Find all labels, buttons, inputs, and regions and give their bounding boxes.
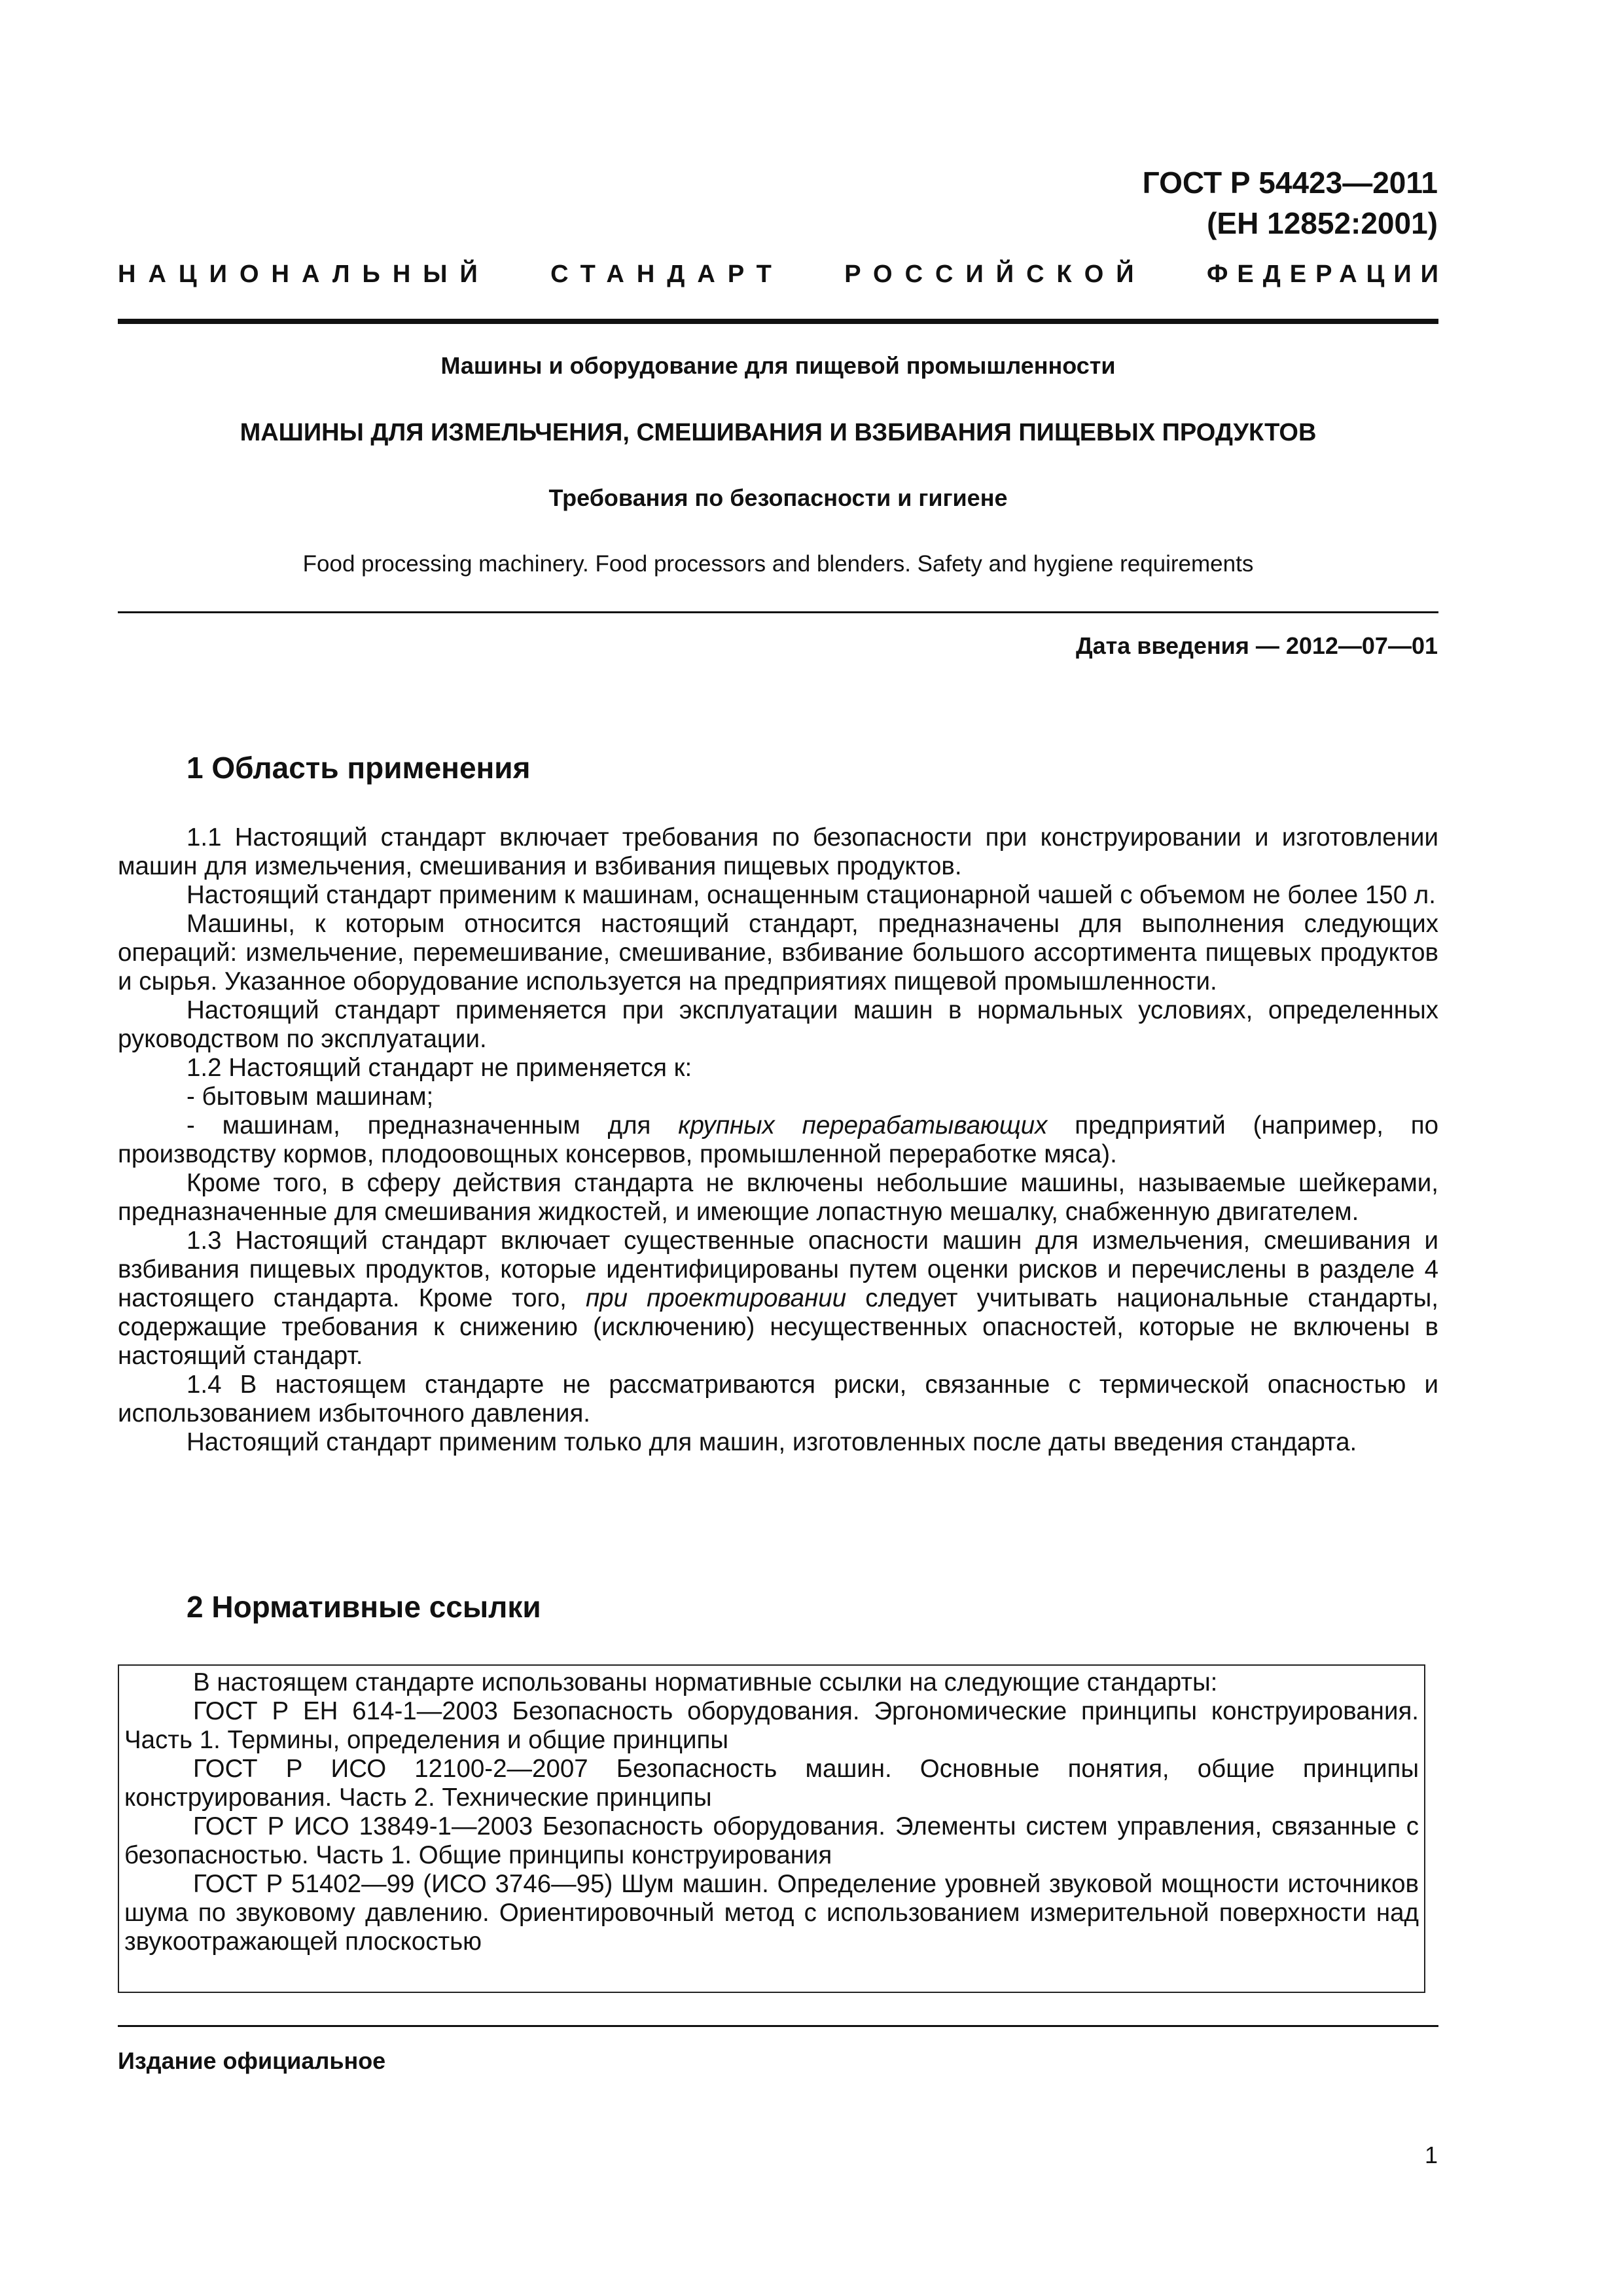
reference-item: ГОСТ Р ИСО 13849-1—2003 Безопасность оборудования. Элементы систем управления, связанные с безопасностью. Часть 1. Общие принципы конструирования — [124, 1812, 1419, 1869]
national-title-word: РОССИЙСКОЙ — [844, 260, 1147, 288]
paragraph — [118, 1227, 1438, 1371]
subtitle: Требования по безопасности и гигиене — [548, 484, 1008, 511]
national-title-word: СТАНДАРТ — [550, 260, 784, 288]
title-rule — [118, 611, 1438, 613]
section-1-heading: 1 Область применения — [187, 751, 531, 785]
standard-designation-block — [1143, 162, 1438, 243]
italic-text: крупных перерабатывающих — [678, 1111, 1048, 1139]
list-item: - бытовым машинам; — [187, 1083, 434, 1111]
page-number: 1 — [1424, 2142, 1438, 2168]
normative-references-box — [118, 1664, 1425, 1993]
text-run: следует учитывать национальные стандарты, содержащие требования к снижению (исключению) несущественных опасностей, которые не включены в настоящий стандарт. — [118, 1284, 1438, 1370]
standard-designation: ГОСТ Р 54423—2011 — [1142, 166, 1438, 200]
references-body — [124, 1666, 1419, 1956]
text-run: 1.3 Настоящий стандарт включает существенные опасности машин для измельчения, смешивания и взбивания пищевых продуктов, которые идентифицированы путем оценки рисков и перечислены в разделе 4 настоящего стандарта. Кроме того, — [118, 1227, 1438, 1312]
header-rule — [118, 319, 1438, 324]
english-title: Food processing machinery. Food processors and blenders. Safety and hygiene requirements — [302, 551, 1254, 577]
section-1-body — [118, 823, 1438, 1457]
paragraph: Настоящий стандарт применим к машинам, оснащенным стационарной чашей с объемом не более 150 л. — [187, 881, 1436, 909]
paragraph: 1.2 Настоящий стандарт не применяется к: — [187, 1054, 692, 1082]
introduction-date: Дата введения — 2012—07—01 — [1075, 632, 1438, 659]
text-run: - машинам, предназначенным для — [187, 1111, 679, 1139]
reference-item: ГОСТ Р 51402—99 (ИСО 3746—95) Шум машин. Определение уровней звуковой мощности источников шума по звуковому давлению. Ориентировочный метод с использованием измерительной поверхности над звукоотражающей плоскостью — [124, 1870, 1419, 1956]
text-run: предприятий (например, по производству кормов, плодоовощных консервов, промышленной переработке мяса). — [118, 1111, 1439, 1168]
national-title-word: ФЕДЕРАЦИИ — [1206, 260, 1448, 288]
reference-item: ГОСТ Р ЕН 614-1—2003 Безопасность оборудования. Эргономические принципы конструирования. Часть 1. Термины, определения и общие принципы — [124, 1697, 1419, 1754]
footer-rule — [118, 2025, 1438, 2027]
paragraph: Кроме того, в сферу действия стандарта не включены небольшие машины, называемые шейкерами, предназначенные для смешивания жидкостей, и имеющие лопастную мешалку, снабженную двигателем. — [118, 1169, 1438, 1226]
reference-item: ГОСТ Р ИСО 12100-2—2007 Безопасность машин. Основные понятия, общие принципы конструирования. Часть 2. Технические принципы — [124, 1755, 1419, 1812]
paragraph: Машины, к которым относится настоящий стандарт, предназначены для выполнения следующих операций: измельчение, перемешивание, смешивание, взбивание большого ассортимента пищевых продуктов и сырья. Указанное оборудование используется на предприятиях пищевой промышленности. — [118, 910, 1438, 996]
official-edition-label: Издание официальное — [118, 2047, 386, 2074]
italic-text: при проектировании — [585, 1284, 847, 1312]
references-intro: В настоящем стандарте использованы нормативные ссылки на следующие стандарты: — [193, 1668, 1218, 1696]
paragraph: 1.1 Настоящий стандарт включает требования по безопасности при конструировании и изготовлении машин для измельчения, смешивания и взбивания пищевых продуктов. — [118, 823, 1438, 880]
group-title: Машины и оборудование для пищевой промышленности — [440, 352, 1116, 379]
main-title: МАШИНЫ ДЛЯ ИЗМЕЛЬЧЕНИЯ, СМЕШИВАНИЯ И ВЗБИВАНИЯ ПИЩЕВЫХ ПРОДУКТОВ — [240, 419, 1317, 446]
list-item — [118, 1111, 1438, 1169]
standard-equivalent: (ЕН 12852:2001) — [1207, 206, 1438, 240]
paragraph: Настоящий стандарт применяется при эксплуатации машин в нормальных условиях, определенных руководством по эксплуатации. — [118, 996, 1438, 1053]
section-2-heading: 2 Нормативные ссылки — [187, 1590, 541, 1624]
national-title-word: НАЦИОНАЛЬНЫЙ — [118, 260, 490, 288]
national-standard-title — [118, 260, 1448, 289]
paragraph: 1.4 В настоящем стандарте не рассматриваются риски, связанные с термической опасностью и использованием избыточного давления. — [118, 1371, 1438, 1427]
paragraph: Настоящий стандарт применим только для машин, изготовленных после даты введения стандарта. — [187, 1428, 1357, 1456]
